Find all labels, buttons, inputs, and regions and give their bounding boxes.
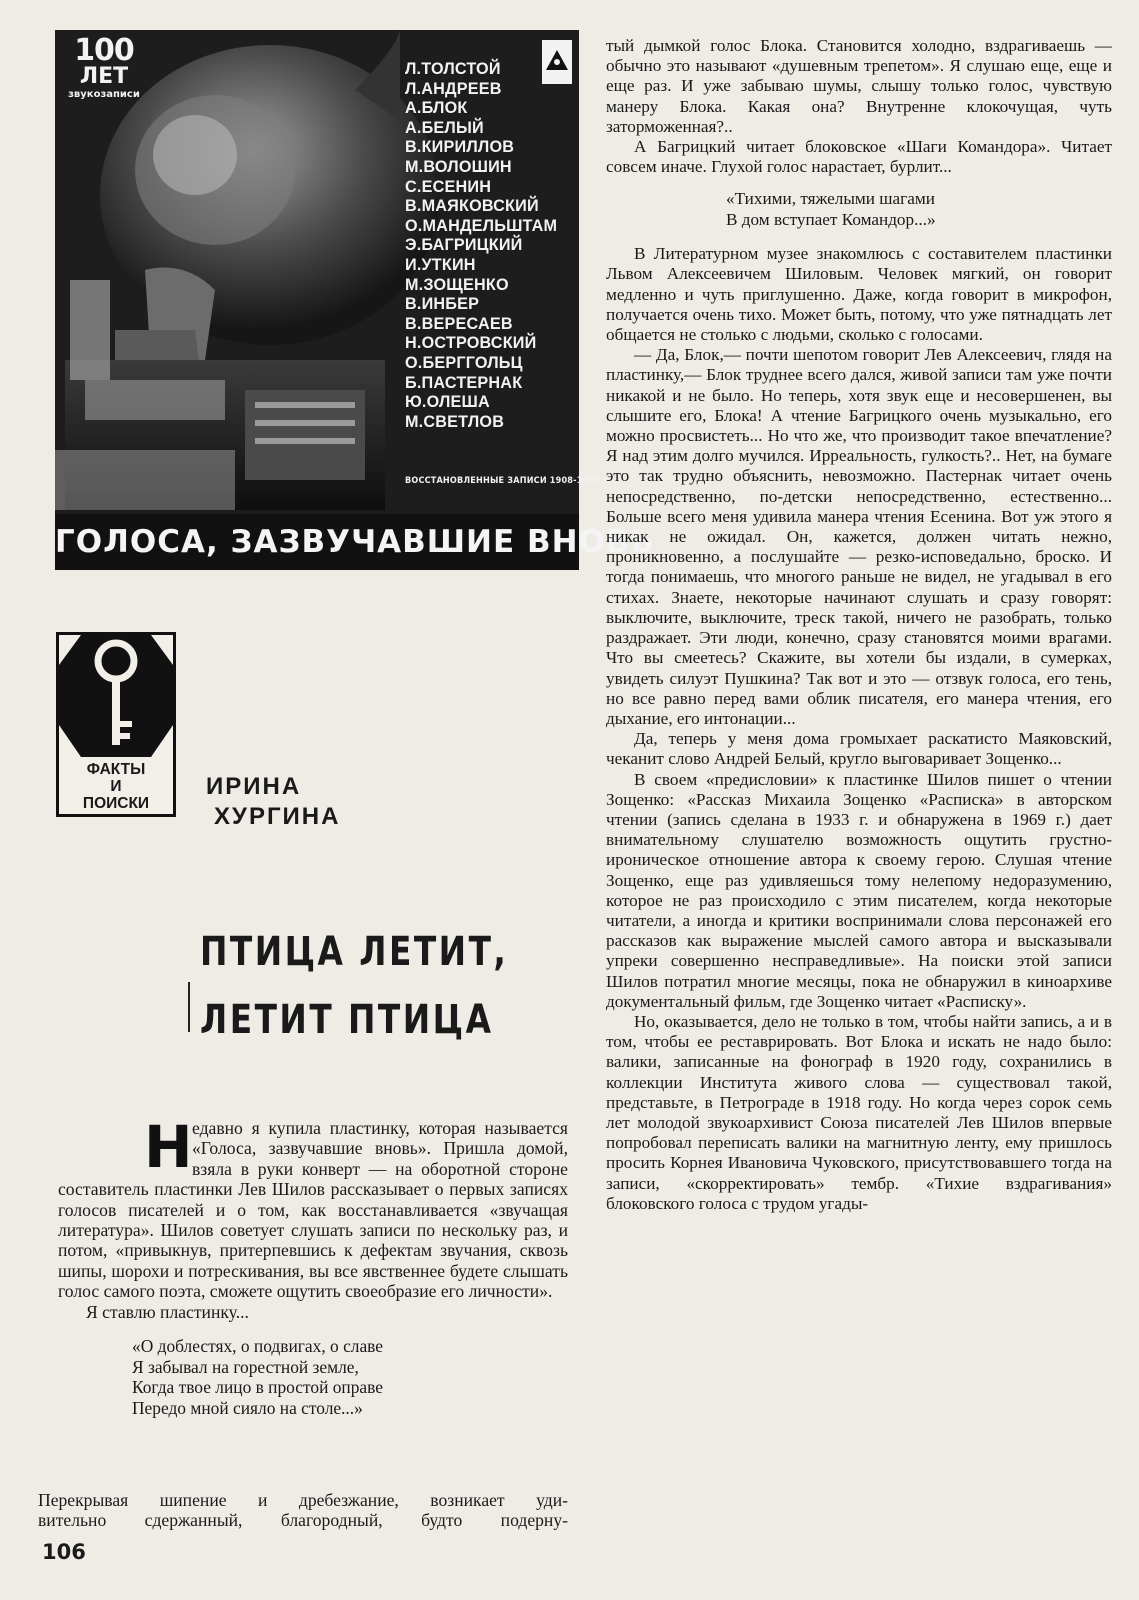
article-author <box>206 772 506 832</box>
cover-author-name: Б.ПАСТЕРНАК <box>405 373 523 392</box>
author-first-name: ИРИНА <box>206 773 302 800</box>
verse-line: Когда твое лицо в простой оправе <box>132 1377 383 1398</box>
headline-rule <box>188 982 190 1032</box>
paragraph: А Багрицкий читает блоковское «Шаги Командора». Читает совсем иначе. Глухой голос нарастает, бурлит... <box>606 137 1112 177</box>
paragraph: едавно я купила пластинку, которая называется «Голоса, зазвучавшие вновь». Пришла домой, взяла в руки конверт — на оборотной стороне составитель пластинки Лев Шилов рассказывает о первых записях голосов писателей и о том, как восстанавливается «звучащая литература». Шилов советует слушать записи по нескольку раз, и потом, «привыкнув, притерпевшись к дефектам звучания, сквозь шипы, шорохи и потрескивания, вы все явственнее будете слышать голос самого поэта, сможете ощутить своеобразие его личности». <box>58 1118 568 1302</box>
cover-author-name: М.ЗОЩЕНКО <box>405 275 509 294</box>
author-last-name: ХУРГИНА <box>214 803 341 830</box>
cover-title: ГОЛОСА, ЗАЗВУЧАВШИЕ ВНОВЬ <box>55 514 579 570</box>
verse-line: «Тихими, тяжелыми шагами <box>726 189 935 209</box>
rubric-line-3: ПОИСКИ <box>82 795 150 812</box>
rubric-line-1: ФАКТЫ <box>86 761 146 778</box>
paragraph: В своем «предисловии» к пластинке Шилов пишет о чтении Зощенко: «Рассказ Михаила Зощенко «Расписка» в авторском чтении (запись сделана в 1933 г. и обнаружена в 1969 г.) дает внимательному слушателю возможность ощутить грустно-ироническое отношение автора к своему герою. Слушая чтение Зощенко, еще раз удивляешься тому нелепому недоразумению, которое не раз происходило с этим писателем, когда некоторые читатели, а иногда и критики воспринимали слова персонажей его рассказов как выражение мыслей самого автора и высказывали упреки совершенно несправедливые». На поиски этой записи Шилов потратил многие месяцы, пока не обнаружил в киноархиве документальный фильм, где Зощенко читает «Расписку». <box>606 769 1112 1011</box>
verse-quote <box>132 1336 568 1418</box>
paragraph: тый дымкой голос Блока. Становится холодно, вздрагиваешь — обычно это называют «душевным трепетом». Я слушаю еще, еще и еще раз. И уже забываю шумы, слышу только голос, чувствую манеру Блока. Какая она? Внутренне клокочущая, чуть заторможенная?.. <box>606 36 1112 136</box>
key-icon <box>59 635 173 757</box>
cover-author-name: В.КИРИЛЛОВ <box>405 138 515 157</box>
cover-author-name: А.БЕЛЫЙ <box>405 118 484 137</box>
tail-line: Перекрывая шипение и дребезжание, возникает уди- <box>38 1490 568 1510</box>
page-number: 106 <box>42 1540 86 1564</box>
rubric-label <box>59 761 173 812</box>
paragraph: Я ставлю пластинку... <box>86 1301 249 1322</box>
cover-years-badge <box>65 33 143 100</box>
verse-line: В дом вступает Командор...» <box>726 209 936 229</box>
left-column-body <box>58 1113 568 1430</box>
cover-author-name: А.БЛОК <box>405 99 468 118</box>
paragraph: Но, оказывается, дело не только в том, чтобы найти запись, а и в том, чтобы ее реставрировать. Вот Блока и искать не надо было: валики, записанные на фонограф в 1920 году, сохранились в коллекции Института живого слова — существовал такой, представьте, в Петрограде в 1918 году. Но когда через сорок семь лет молодой звукоархивист Союза писателей Лев Шилов впервые попробовал переписать валики на магнитную ленту, ему пришлось просить Корнея Ивановича Чуковского, присутствовавшего тогда на записи, «скорректировать» тембр. «Тихие вздрагивания» блоковского голоса с трудом угады- <box>606 1011 1112 1213</box>
cover-author-name: Ю.ОЛЕША <box>405 393 490 412</box>
left-column-tail <box>38 1490 568 1531</box>
cover-author-name: В.ИНБЕР <box>405 295 480 314</box>
cover-restored-note: ВОССТАНОВЛЕННЫЕ ЗАПИСИ 1908-1959 гг. <box>405 476 616 486</box>
paragraph: В Литературном музее знакомлюсь с составителем пластинки Львом Алексеевичем Шиловым. Человек мягкий, он говорит медленно и чуть приглушенно. Даже, когда говорит в микрофон, получается очень тихо. Может быть, потому, что уже пятнадцать лет общается не столько с людьми, сколько с голосами. <box>606 244 1112 345</box>
cover-author-name: Н.ОСТРОВСКИЙ <box>405 334 537 353</box>
cover-author-name: О.БЕРГГОЛЬЦ <box>405 353 523 372</box>
cover-years-word: ЛЕТ <box>79 64 129 89</box>
cover-author-list <box>405 60 575 432</box>
cover-years-sub: звукозаписи <box>68 89 140 100</box>
cover-author-name: Л.АНДРЕЕВ <box>405 79 502 98</box>
verse-line: Я забывал на горестной земле, <box>132 1356 359 1377</box>
verse-line: «О доблестях, о подвигах, о славе <box>132 1336 384 1357</box>
cover-author-name: М.СВЕТЛОВ <box>405 412 505 431</box>
cover-years-number: 100 <box>74 33 134 68</box>
headline-line-2: ЛЕТИТ ПТИЦА <box>200 997 494 1043</box>
rubric-badge <box>56 632 176 817</box>
cover-author-name: Э.БАГРИЦКИЙ <box>405 236 523 255</box>
paragraph: Да, теперь у меня дома громыхает раскатисто Маяковский, чеканит слово Андрей Белый, кругло выговаривает Зощенко... <box>606 729 1112 769</box>
article-headline <box>200 918 509 1054</box>
cover-author-name: О.МАНДЕЛЬШТАМ <box>405 216 558 235</box>
right-column-body <box>606 36 1112 1214</box>
cover-author-name: И.УТКИН <box>405 255 476 274</box>
cover-author-name: В.МАЯКОВСКИЙ <box>405 197 539 216</box>
cover-author-name: Л.ТОЛСТОЙ <box>405 60 501 78</box>
cover-author-name: М.ВОЛОШИН <box>405 157 512 176</box>
cover-author-name: В.ВЕРЕСАЕВ <box>405 314 513 333</box>
paragraph: — Да, Блок,— почти шепотом говорит Лев Алексеевич, глядя на пластинку,— Блок труднее всего дался, живой записи там уже почти никакой и не было. Но теперь, хотя звук еще и несовершенен, вы слышите его, Блока! А чтение Багрицкого очень музыкально, его можно просвистеть... Но что же, что производит такое впечатление? Я над этим долго мучился. Ирреальность, гулкость?.. Нет, на бумаге это так трудно объяснить, невозможно. Пастернак читает очень непосредственно, по-детски непосредственно, естественно... Больше всего меня удивила манера чтения Есенина. Вот уж этого я никак не ожидал. Он, кажется, должен читать нежно, проникновенно, а послушайте — резко-исповедально, броско. И тогда понимаешь, что многого раньше не видел, не угадывал в его стихах. Знаете, некоторые начинают слушать и сразу говорят: выключите, выключите, треск такой, ничего не разобрать, только раздражает. Эти люди, конечно, сразу становятся моими врагами. Что вы смеетесь? Скажите, вы хотели бы издали, в сумерках, увидеть силуэт Пушкина? Так вот и это — отзвук голоса, его тень, но все равно перед вами облик писателя, его манера чтения, его дыхание, его интонации... <box>606 345 1112 728</box>
headline-line-1: ПТИЦА ЛЕТИТ, <box>200 929 509 975</box>
record-cover-image <box>55 30 656 570</box>
cover-author-name: С.ЕСЕНИН <box>405 177 492 196</box>
rubric-line-2: И <box>110 778 122 795</box>
tail-line: вительно сдержанный, благородный, будто подерну- <box>38 1510 568 1531</box>
verse-line: Передо мной сияло на столе...» <box>132 1397 363 1418</box>
verse-quote <box>726 189 1112 230</box>
drop-cap: Н <box>144 1113 193 1181</box>
